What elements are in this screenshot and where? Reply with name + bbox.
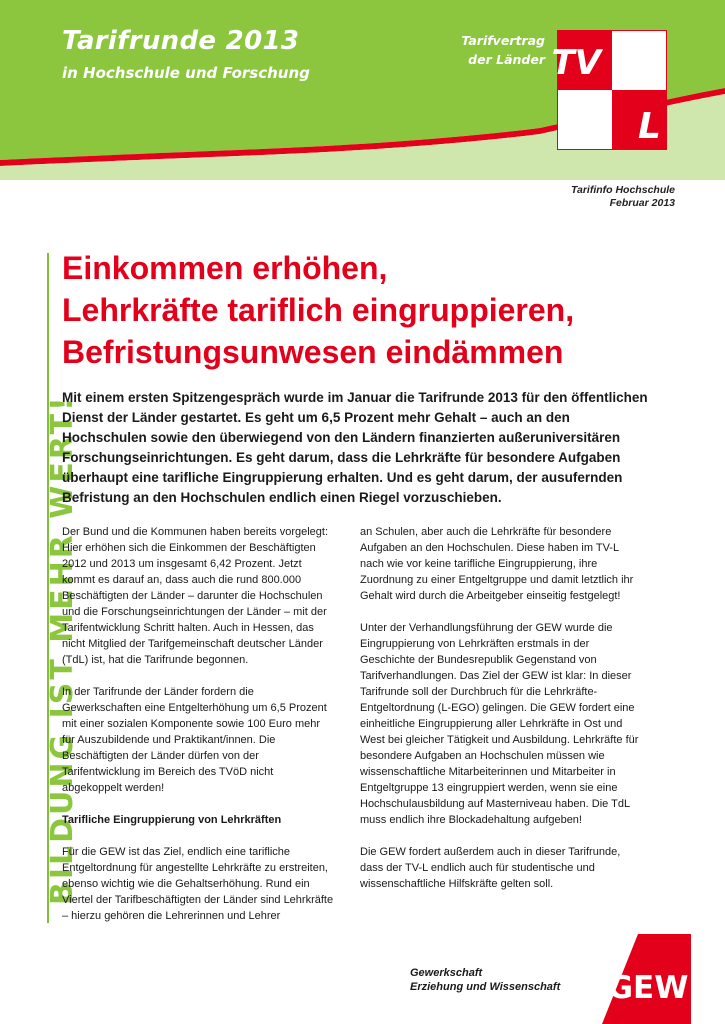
side-slogan: BILDUNG IST MEHR WERT!	[45, 394, 80, 905]
tv-l-caption-line1: Tarifvertrag	[461, 33, 545, 48]
union-name-line1: Gewerkschaft	[410, 967, 483, 979]
tv-l-caption-line2: der Länder	[468, 52, 545, 67]
gew-logo-text: GEW	[607, 970, 689, 1006]
headline	[62, 247, 702, 373]
tv-l-logo-tv: TV	[551, 43, 601, 83]
lead-paragraph: Mit einem ersten Spitzengespräch wurde im Januar die Tarifrunde 2013 für den öffentlichen Dienst der Länder gestartet. Es geht um 6,5 Prozent mehr Gehalt – auch an den Hochschulen sowie den überwiegend von den Ländern finanzierten außeruniversitären Forschungseinrichtungen. Es geht darum, dass die Lehrkräfte für besondere Aufgaben überhaupt eine tarifliche Eingruppierung erhalten. Und es geht darum, der ausufernden Befristung an den Hochschulen endlich einen Riegel vorzuschieben.	[62, 390, 648, 505]
headline-line-1: Einkommen erhöhen,	[62, 250, 388, 286]
header-title: Tarifrunde 2013	[62, 26, 300, 56]
tv-l-caption	[461, 31, 545, 69]
right-paragraph-1: an Schulen, aber auch die Lehrkräfte für besondere Aufgaben an den Hochschulen. Diese haben im TV-L nach wie vor keine tarifliche Eingruppierung, ihre Zuordnung zu einer Entgeltgruppe und damit letztlich ihr Gehalt wird durch die Arbeitgeber einseitig festgelegt!	[360, 526, 634, 602]
left-paragraph-2: In der Tarifrunde der Länder fordern die Gewerkschaften eine Entgelterhöhung um 6,5 Prozent mit einer sozialen Komponente sowie 100 Euro mehr für Auszubildende und Praktikant/innen. Die Beschäftigten der Länder dürfen von der Tarifentwicklung im Bereich des TVöD nicht abgekoppelt werden!	[62, 686, 327, 794]
union-name-line2: Erziehung und Wissenschaft	[410, 981, 561, 993]
headline-line-3: Befristungsunwesen eindämmen	[62, 334, 564, 370]
tv-l-logo	[551, 30, 667, 150]
tv-l-logo-l: L	[638, 106, 661, 147]
issue-date: Februar 2013	[609, 197, 675, 209]
right-paragraph-3: Die GEW fordert außerdem auch in dieser Tarifrunde, dass der TV-L endlich auch für studentische und wissenschaftliche Hilfskräfte gelten soll.	[360, 846, 621, 890]
gew-logo	[596, 934, 691, 1024]
right-column	[360, 524, 640, 908]
section-heading: Tarifliche Eingruppierung von Lehrkräften	[62, 814, 282, 826]
right-paragraph-2: Unter der Verhandlungsführung der GEW wurde die Eingruppierung von Lehrkräften erstmals in der Geschichte der Bundesrepublik Gegenstand von Tarifverhandlungen. Das Ziel der GEW ist klar: In dieser Tarifrunde soll der Durchbruch für die Lehrkräfte-Entgeltordnung (L-EGO) gelingen. Die GEW fordert eine einheitliche Eingruppierung aller Lehrkräfte in Ost und West bei gleicher Tätigkeit und Ausbildung. Lehrkräfte für besondere Aufgaben an Hochschulen müssen wie wissenschaftliche Mitarbeiterinnen und Mitarbeiter in Entgeltgruppe 13 eingruppiert werden, wenn sie eine Hochschulausbildung auf Masterniveau haben. Die TdL muss endlich ihre Blockadehaltung aufgeben!	[360, 622, 639, 826]
issue-label	[571, 184, 675, 210]
left-paragraph-3: Für die GEW ist das Ziel, endlich eine tarifliche Entgeltordnung für angestellte Lehrkräfte zu erstreiten, ebenso wichtig wie die Gehaltserhöhung. Rund ein Viertel der Tarifbeschäftigten der Länder sind Lehrkräfte – hierzu gehören die Lehrerinnen und Lehrer	[62, 846, 334, 922]
headline-line-2: Lehrkräfte tariflich eingruppieren,	[62, 292, 575, 328]
left-paragraph-1: Der Bund und die Kommunen haben bereits vorgelegt: Hier erhöhen sich die Einkommen der Beschäftigten 2012 und 2013 um insgesamt 6,42 Prozent. Jetzt kommt es darauf an, dass auch die rund 800.000 Beschäftigten der Länder – darunter die Hochschulen und die Forschungseinrichtungen der Länder – mit der Tarifentwicklung Schritt halten. Auch in Hessen, das nicht Mitglied der Tarifgemeinschaft deutscher Länder (TdL) ist, hat die Tarifrunde begonnen.	[62, 526, 329, 666]
left-column	[62, 524, 334, 940]
union-name	[410, 966, 560, 994]
header-subtitle: in Hochschule und Forschung	[62, 64, 310, 82]
issue-series: Tarifinfo Hochschule	[570, 184, 675, 196]
